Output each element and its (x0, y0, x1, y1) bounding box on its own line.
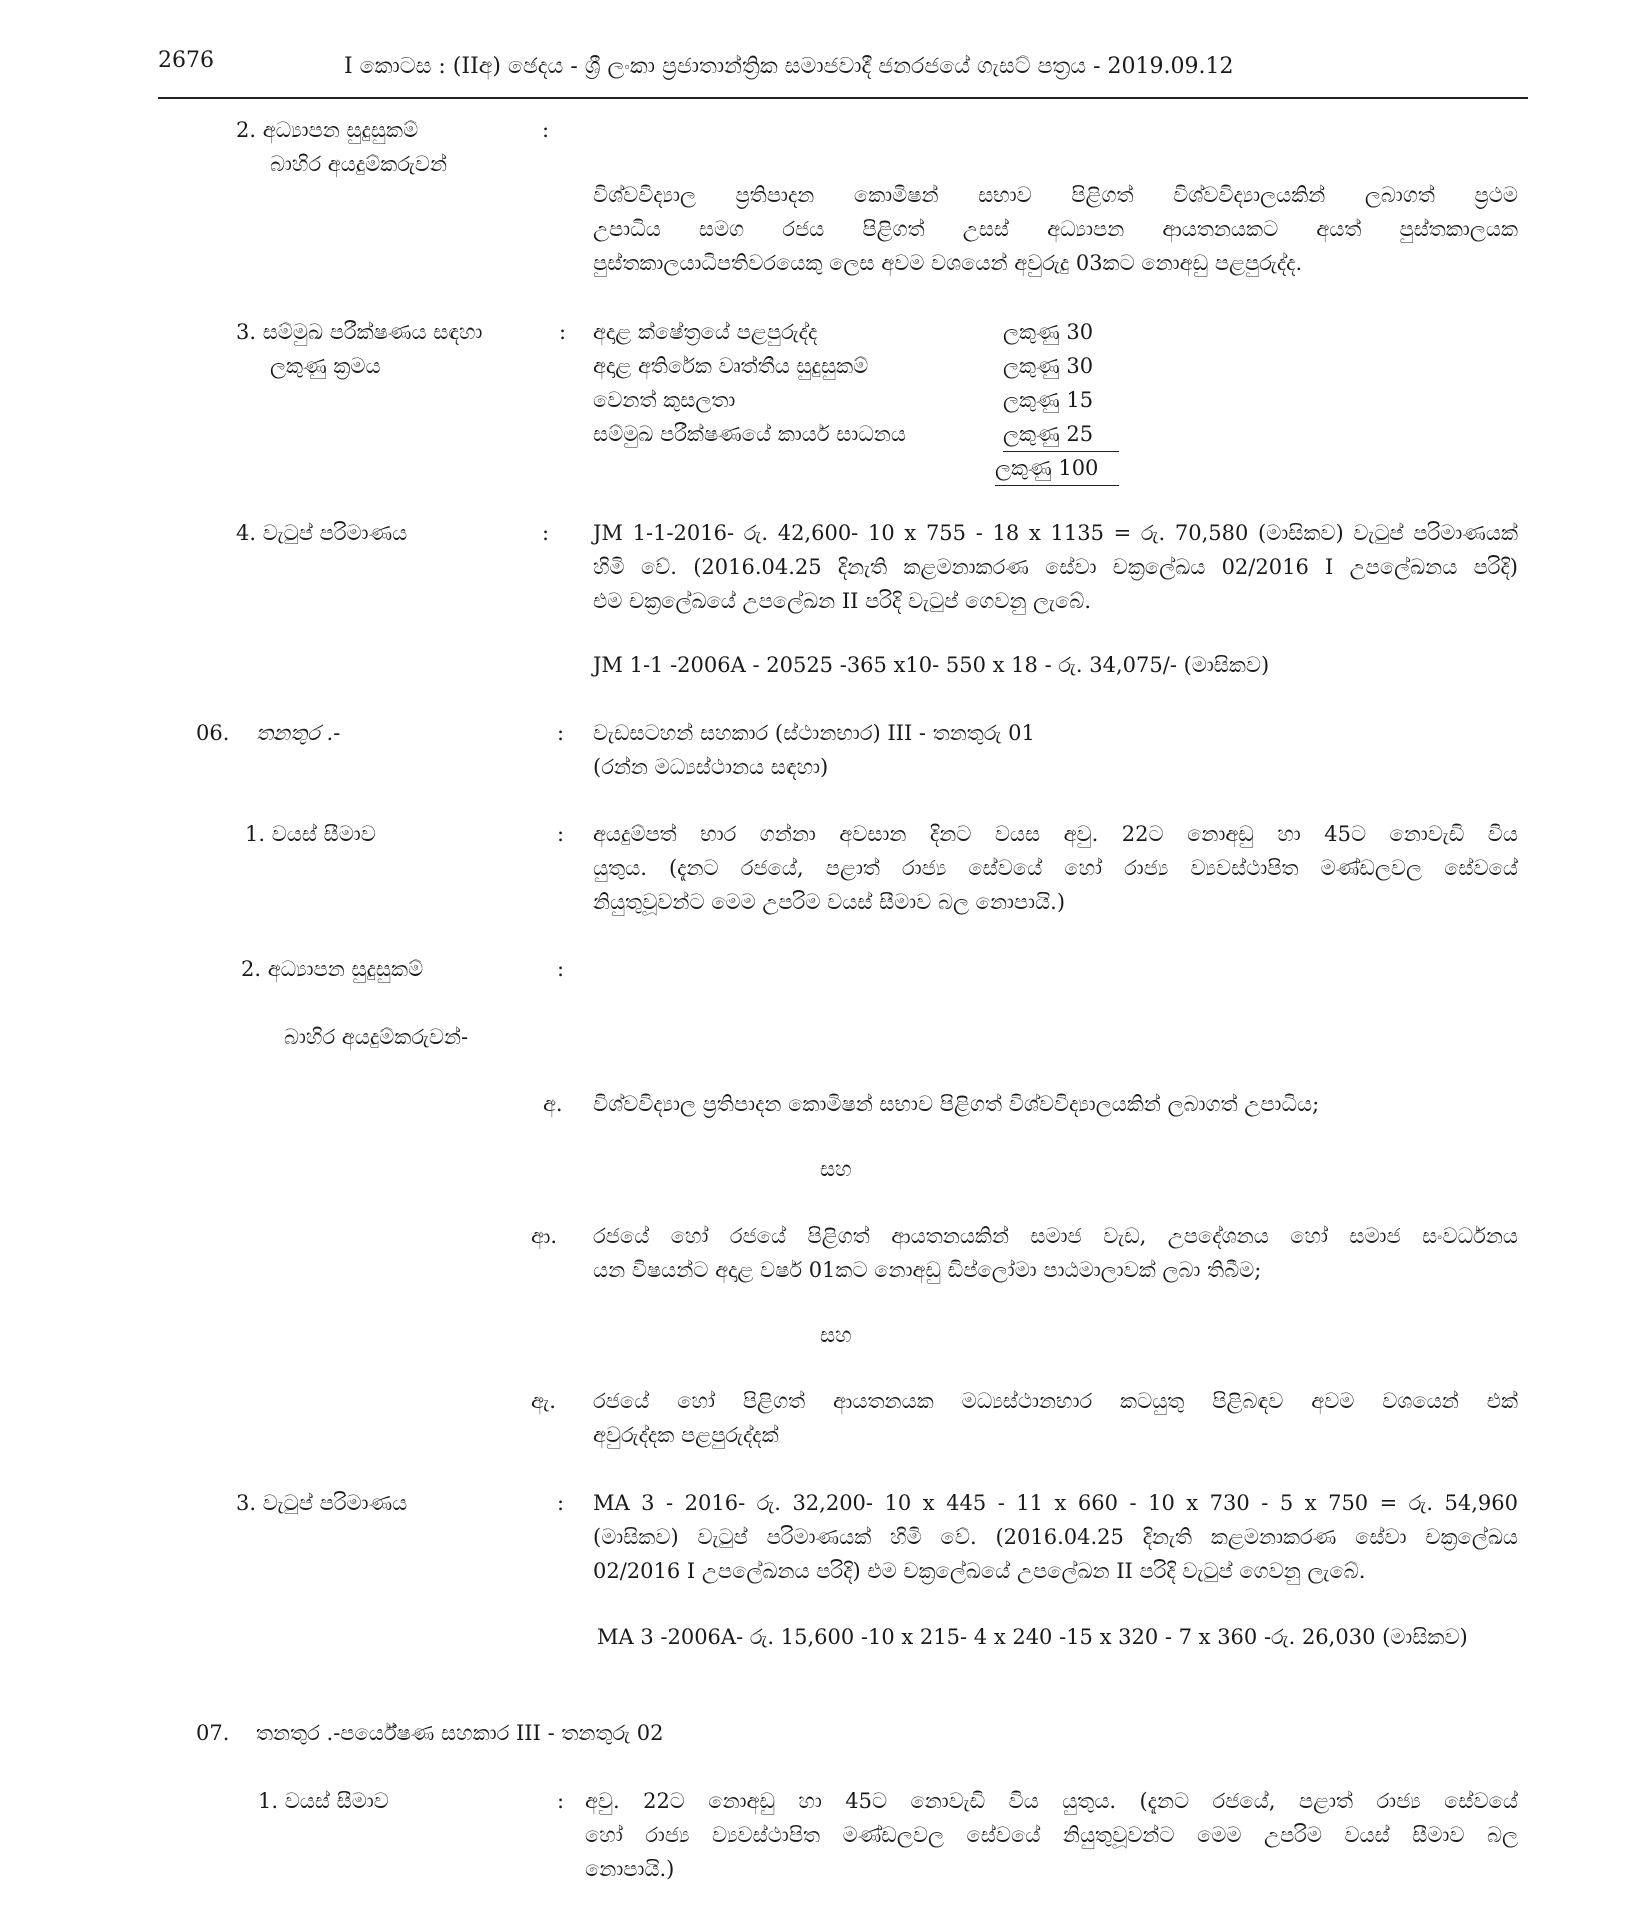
colon: : (557, 1789, 565, 1813)
colon: : (557, 721, 565, 745)
colon: : (557, 957, 565, 981)
salary-old-scale: MA 3 -2006A- රු. 15,600 -10 x 215- 4 x 240 -15 x 320 - 7 x 360 -රු. 26,030 (මාසිකව) (597, 1625, 1468, 1649)
list-marker: ඇ. (531, 1389, 556, 1413)
education-text-line: උපාධිය සමග රජය පිළිගත් උසස් අධ්‍යාපන ආයතනයකට අයත් පුස්තකාලයක (593, 217, 1518, 241)
qualification-aa-line: රජයේ හෝ රජයේ පිළිගත් ආයතනයකින් සමාජ වැඩ, උපදේශනය හෝ සමාජ සංවර්ධනය (593, 1224, 1518, 1248)
header-rule (158, 97, 1528, 99)
list-marker: අ. (543, 1092, 563, 1116)
education-text-line: විශ්වවිද්‍යාල ප්‍රතිපාදන කොමිෂන් සභාව පිළිගත් විශ්වවිද්‍යාලයකින් ලබාගත් ප්‍රථම (593, 183, 1518, 207)
section-number: 06. (196, 721, 230, 745)
marks-total: ලකුණු 100 (995, 451, 1119, 486)
colon: : (559, 320, 567, 344)
marks-score: ලකුණු 25 (1003, 417, 1119, 452)
salary-scale-label: 3. වැටුප් පරිමාණය (236, 1491, 408, 1515)
age-text-line: අවු. 22ට නොඅඩු හා 45ට නොවැඩි විය යුතුය. (දැනට රජයේ, පළාත් රාජ්‍ය සේවයේ (585, 1789, 1518, 1813)
education-text-line: පුස්තකාලයාධිපතිවරයෙකු ලෙස අවම වශයෙන් අවුරුදු 03කට නොඅඩු පළපුරුද්ද. (593, 251, 1303, 275)
qualification-ae-line: අවුරුද්දක පළපුරුද්දක් (593, 1423, 779, 1447)
interview-marks-label: 3. සම්මුඛ පරීක්ෂණය සඳහා (236, 320, 483, 344)
marks-score: ලකුණු 15 (1003, 388, 1094, 412)
post-name: වැඩසටහන් සහකාර (ස්ථානභාර) III - තනතුරු 01 (593, 721, 1035, 745)
salary-text-line: හිමි වේ. (2016.04.25 දිනැති කළමනාකරණ සේවා චක්‍රලේඛය 02/2016 I උපලේඛනය පරිදි) (593, 555, 1518, 579)
post-subtitle: (රන්න මධ්‍යස්ථානය සඳහා) (593, 755, 829, 779)
age-text-line: යුතුය. (දැනට රජයේ, පළාත් රාජ්‍ය සේවයේ හෝ රාජ්‍ය ව්‍යවස්ථාපිත මණ්ඩලවල සේවයේ (593, 856, 1518, 880)
salary-text-line: JM 1-1-2016- රු. 42,600- 10 x 755 - 18 x 1135 = රු. 70,580 (මාසිකව) වැටුප් පරිමාණයක් (593, 521, 1518, 545)
marks-item: අදාළ ක්ෂේත්‍රයේ පළපුරුද්ද (593, 320, 818, 344)
salary-text-line: (මාසිකව) වැටුප් පරිමාණයක් හිමි වේ. (2016.04.25 දිනැති කළමනාකරණ සේවා චක්‍රලේඛය (593, 1525, 1518, 1549)
age-limit-label: 1. වයස් සීමාව (245, 822, 376, 846)
marks-item: අදාළ අතිරේක වෘත්තීය සුදුසුකම් (593, 354, 869, 378)
marks-item: සම්මුඛ පරීක්ෂණයේ කාර්ය සාධනය (593, 422, 906, 446)
marks-score: ලකුණු 30 (1003, 320, 1094, 344)
section-title: තනතුර .- (256, 721, 341, 745)
and-text: සහ (820, 1323, 852, 1347)
qualification-aa-line: යන විෂයන්ට අදාළ වර්ෂ 01කට නොඅඩු ඩිප්ලෝමා පාඨමාලාවක් ලබා තිබීම; (593, 1258, 1262, 1282)
external-applicants-label: බාහිර අයදුම්කරුවන්- (284, 1025, 469, 1049)
qualification-ae-line: රජයේ හෝ පිළිගත් ආයතනයක මධ්‍යස්ථානභාර කටයුතු පිළිබඳව අවම වශයෙන් එක් (593, 1389, 1518, 1413)
education-label: 2. අධ්‍යාපන සුදුසුකම් (241, 957, 424, 981)
section-number: 07. (196, 1721, 230, 1745)
colon: : (542, 521, 550, 545)
salary-text-line: 02/2016 I උපලේඛනය පරිදි) එම චක්‍රලේඛයේ උපලේඛන II පරිදි වැටුප් ගෙවනු ලැබේ. (593, 1559, 1366, 1583)
age-text-line: අයදුම්පත් භාර ගන්නා අවසාන දිනට වයස අවු. 22ට නොඅඩු හා 45ට නොවැඩි විය (593, 822, 1518, 846)
age-text-line: හෝ රාජ්‍ය ව්‍යවස්ථාපිත මණ්ඩලවල සේවයේ නියුතුවූවන්ට මෙම උපරිම වයස් සීමාව බල (585, 1823, 1518, 1847)
qualification-a: විශ්වවිද්‍යාල ප්‍රතිපාදන කොමිෂන් සභාව පිළිගත් විශ්වවිද්‍යාලයකින් ලබාගත් උපාධිය; (593, 1092, 1320, 1116)
interview-marks-label2: ලකුණු ක්‍රමය (270, 354, 381, 378)
salary-scale-label: 4. වැටුප් පරිමාණය (236, 521, 408, 545)
salary-text-line: එම චක්‍රලේඛයේ උපලේඛන II පරිදි වැටුප් ගෙවනු ලැබේ. (593, 589, 1091, 613)
external-applicants-label: බාහිර අයදුම්කරුවන් (270, 152, 448, 176)
age-text-line: නියුතුවූවන්ට මෙම උපරිම වයස් සීමාව බල නොපායි.) (593, 890, 1066, 914)
gazette-header-title: I කොටස : (IIඅ) ඡෙදය - ශ්‍රී ලංකා ප්‍රජාතාන්ත්‍රික සමාජවාදී ජනරජයේ ගැසට් පත්‍රය - 2019.09.12 (344, 54, 1234, 79)
marks-score: ලකුණු 30 (1003, 354, 1094, 378)
section-title: තනතුර .-පර්යේෂණ සහකාර III - තනතුරු 02 (256, 1721, 664, 1745)
marks-item: වෙනත් කුසලතා (593, 388, 736, 412)
and-text: සහ (820, 1157, 852, 1181)
age-text-line: නොපායි.) (585, 1857, 675, 1881)
age-limit-label: 1. වයස් සීමාව (258, 1789, 389, 1813)
colon: : (542, 118, 550, 142)
salary-text-line: MA 3 - 2016- රු. 32,200- 10 x 445 - 11 x 660 - 10 x 730 - 5 x 750 = රු. 54,960 (593, 1491, 1518, 1515)
colon: : (557, 1491, 565, 1515)
education-label: 2. අධ්‍යාපන සුදුසුකම් (236, 118, 419, 142)
page-number: 2676 (158, 48, 214, 73)
colon: : (557, 822, 565, 846)
list-marker: ආ. (531, 1224, 558, 1248)
salary-old-scale: JM 1-1 -2006A - 20525 -365 x10- 550 x 18 - රු. 34,075/- (මාසිකව) (593, 653, 1270, 677)
